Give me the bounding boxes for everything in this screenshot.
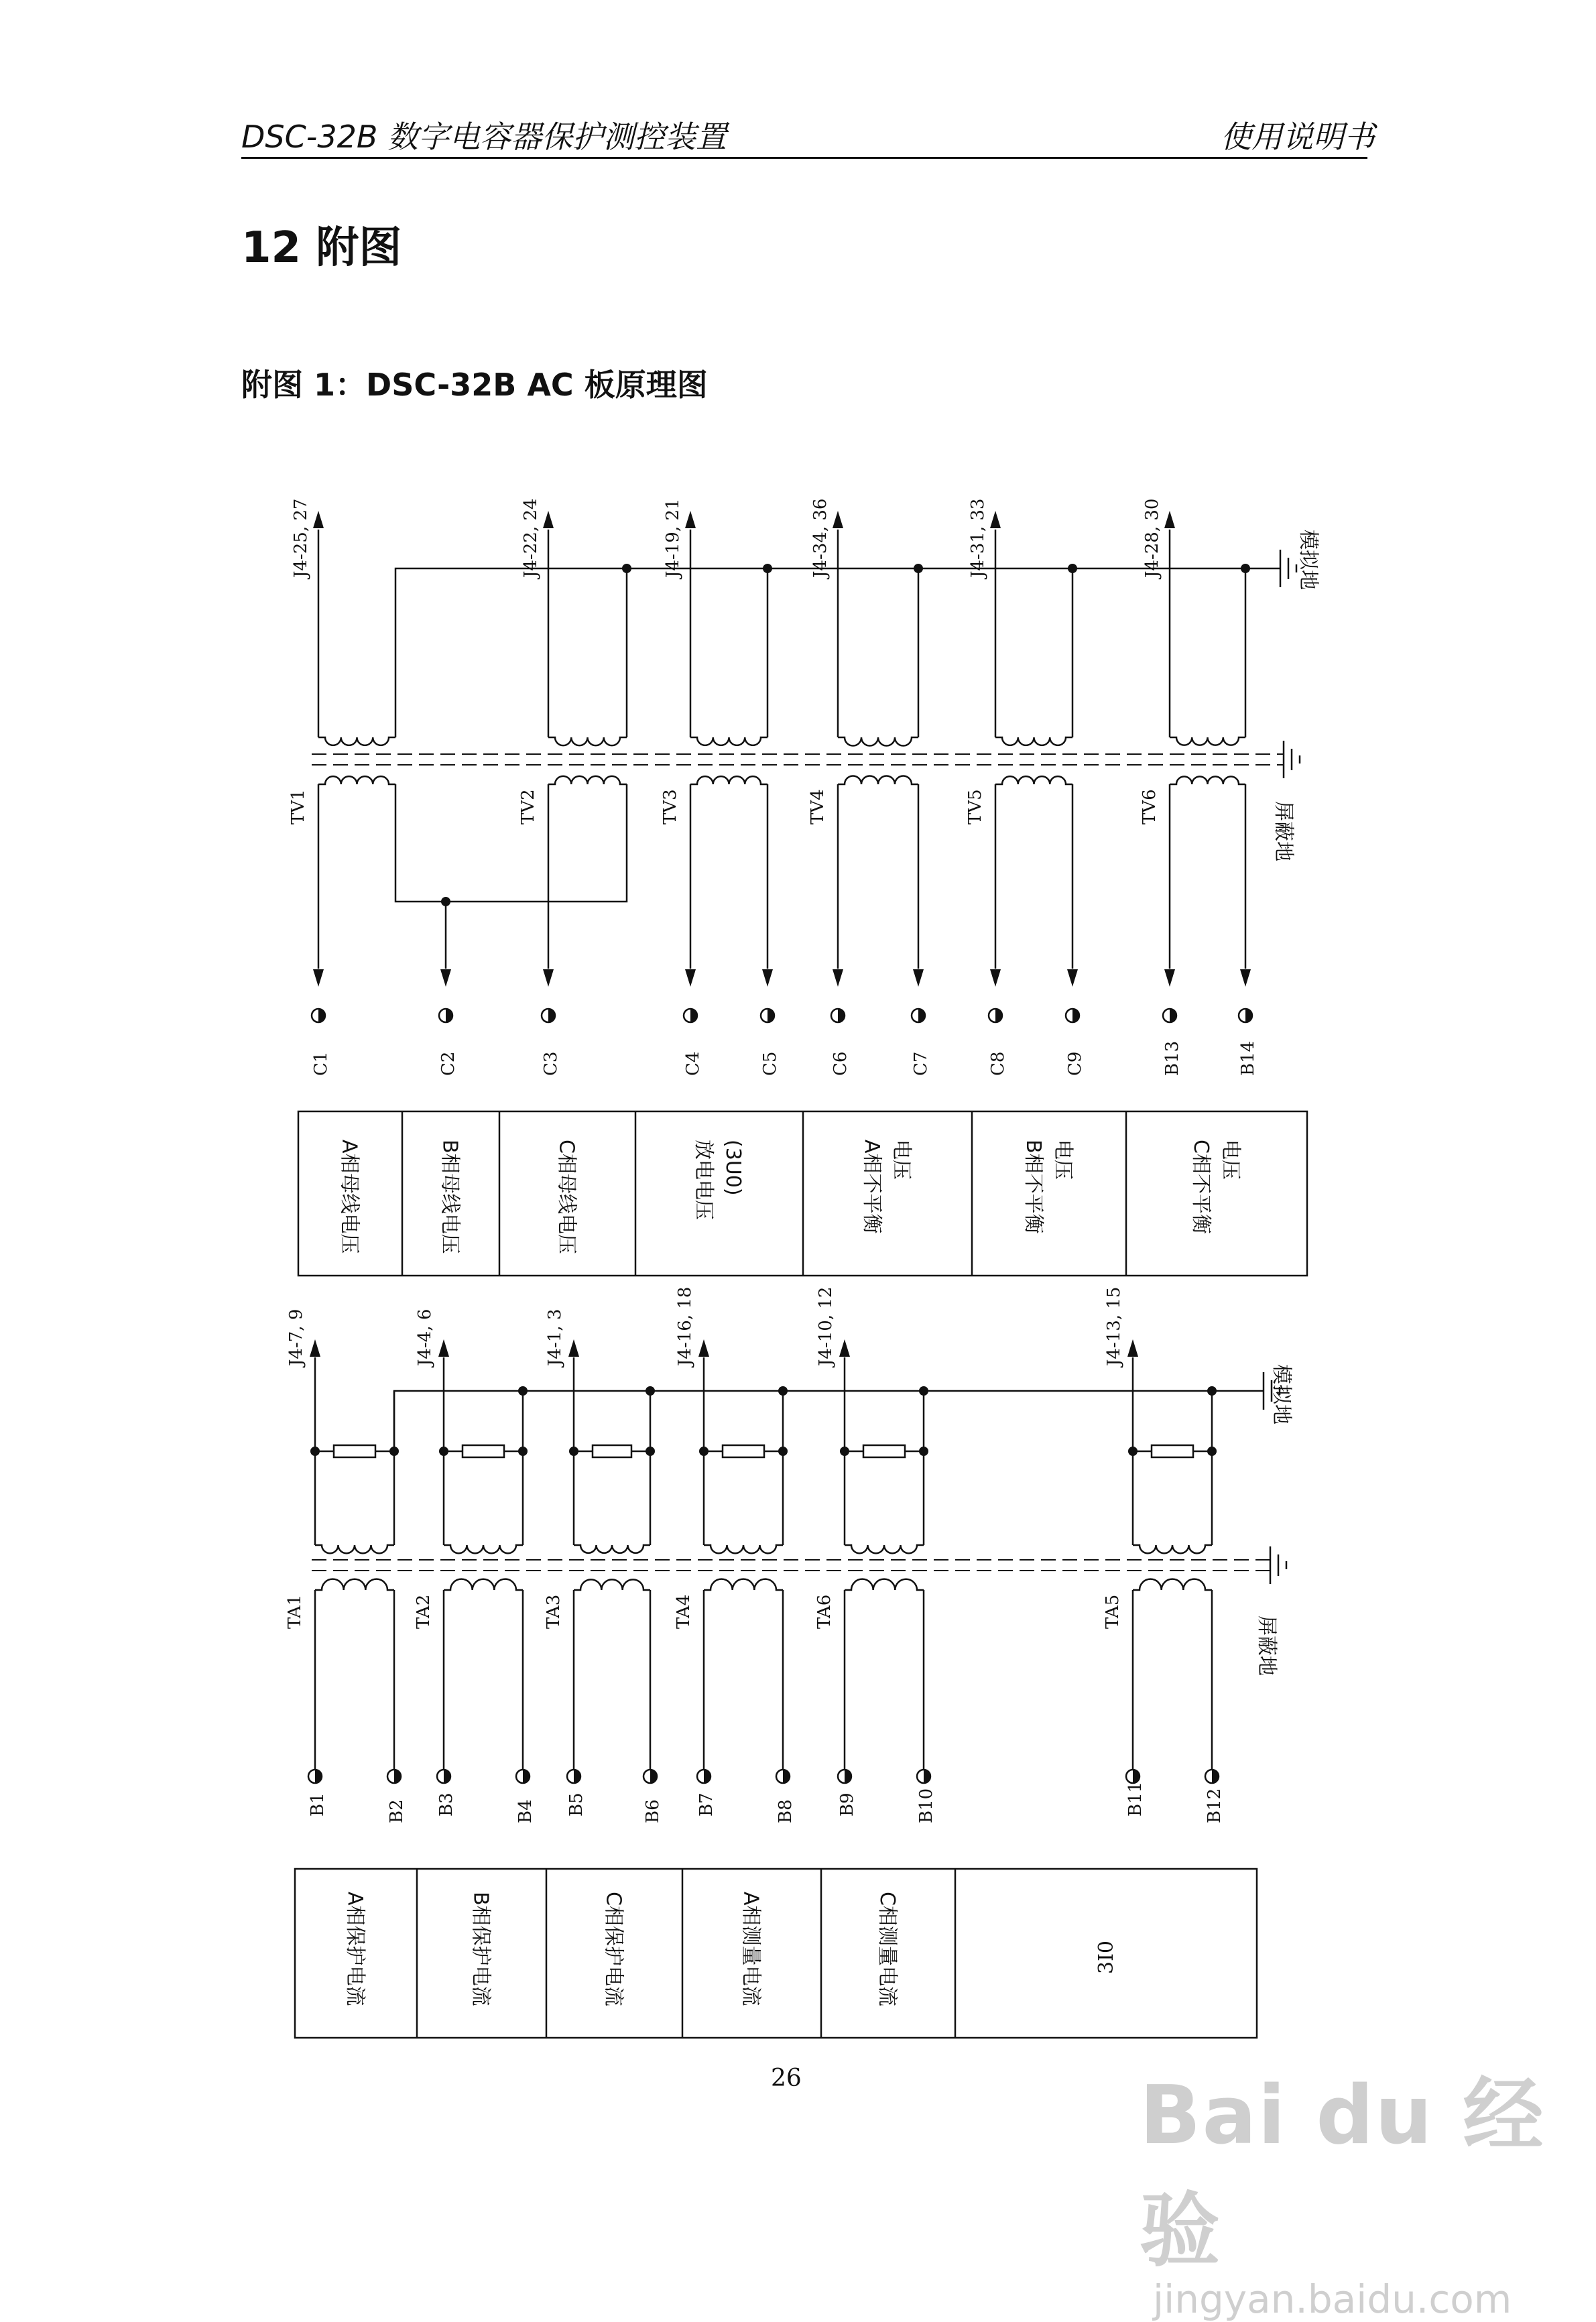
tv-secondary-coil-icon [838,737,918,746]
tv-output-label: J4-34, 36 [810,498,831,578]
terminal-label: C8 [988,1051,1008,1076]
tv-primary-coil-icon [318,776,395,784]
bus-junction-dot [763,564,772,573]
burden-resistor-icon [334,1445,375,1457]
resistor-junction-dot [518,1447,528,1456]
current-table-cell: A相保护电流 [343,1892,367,2006]
section-title: 12 附图 [241,223,402,273]
terminal-label: B3 [436,1792,456,1817]
voltage-table-cell: 电压 [889,1140,913,1180]
tv-output-arrow-icon [833,511,843,528]
tv-input-arrow-icon [685,969,696,987]
ta-output-arrow-icon [310,1339,320,1357]
resistor-junction-dot [1207,1447,1217,1456]
tv-name-label: TV6 [1140,789,1160,824]
ta-secondary-coil-icon [574,1545,650,1553]
ta-primary-coil-icon [574,1579,650,1590]
ta-secondary-coil-icon [704,1545,783,1553]
terminal-label: C3 [541,1051,561,1076]
ta-primary-coil-icon [704,1579,783,1590]
header-manual: 使用说明书 [1221,119,1375,155]
terminal-label: B6 [643,1799,663,1823]
tv-name-label: TV1 [288,789,308,824]
page-number: 26 [771,2065,802,2092]
watermark-brand: Bai du 经验 [1140,2069,1545,2278]
ta-output-label: J4-16, 18 [675,1286,695,1366]
burden-resistor-icon [863,1445,905,1457]
resistor-junction-dot [1128,1447,1138,1456]
tv-name-label: TV3 [660,789,680,824]
tv-output-label: J4-31, 33 [968,498,988,578]
ta-secondary-coil-icon [444,1545,523,1553]
tv-input-arrow-icon [833,969,843,987]
tv-name-label: TV2 [518,789,538,824]
terminal-label: B5 [566,1792,587,1817]
voltage-table-cell: (3U0) [721,1140,745,1196]
ta-name-label: TA5 [1103,1594,1123,1629]
ta-output-label: J4-1, 3 [545,1308,565,1366]
resistor-junction-dot [310,1447,320,1456]
shield-ground-label-bottom: 屏蔽地 [1255,1615,1278,1676]
figure-caption: 附图 1：DSC-32B AC 板原理图 [241,367,708,403]
tv-output-arrow-icon [1164,511,1175,528]
voltage-table-cell: 电压 [1219,1140,1242,1180]
ta-output-label: J4-7, 9 [286,1308,306,1366]
bus-junction-dot [1068,564,1077,573]
ta-primary-coil-icon [444,1579,523,1590]
terminal-label: B8 [776,1799,796,1823]
voltage-table-cell: 放电电压 [692,1140,715,1220]
terminal-label: B7 [696,1792,717,1817]
ta-secondary-coil-icon [315,1545,394,1553]
voltage-table-cell: B相母线电压 [438,1140,462,1254]
ta-name-label: TA1 [285,1594,305,1629]
ta-primary-coil-icon [315,1579,394,1590]
analog-ground-label-bottom: 模拟地 [1270,1364,1293,1424]
resistor-junction-dot [439,1447,448,1456]
terminal-label: C4 [683,1051,703,1076]
ta-secondary-coil-icon [1133,1545,1212,1553]
terminal-label: C1 [311,1051,331,1076]
resistor-junction-dot [646,1447,655,1456]
tv-primary-coil-icon [690,776,768,784]
burden-resistor-icon [1152,1445,1193,1457]
terminal-label: B14 [1238,1040,1258,1076]
shield-ground-label-top: 屏蔽地 [1272,801,1295,861]
resistor-junction-dot [840,1447,849,1456]
neutral-wire [395,784,627,902]
tv-input-arrow-icon [313,969,324,987]
bus-junction-dot [646,1386,655,1396]
ta-output-arrow-icon [438,1339,449,1357]
tv-name-label: TV5 [965,789,985,824]
terminal-label: B4 [515,1799,536,1823]
resistor-junction-dot [778,1447,788,1456]
burden-resistor-icon [723,1445,764,1457]
resistor-junction-dot [569,1447,578,1456]
bus-junction-dot [622,564,631,573]
terminal-label: B2 [387,1799,407,1823]
ta-name-label: TA4 [674,1594,694,1629]
tv-output-arrow-icon [990,511,1001,528]
watermark-url: jingyan.baidu.com [1153,2276,1512,2322]
ta-output-label: J4-13, 15 [1104,1286,1124,1366]
bus-junction-dot [778,1386,788,1396]
terminal-label: B1 [308,1792,328,1817]
resistor-junction-dot [919,1447,928,1456]
current-table-cell: C相测量电流 [875,1892,899,2006]
tv-output-label: J4-28, 30 [1142,498,1162,578]
tv-output-label: J4-19, 21 [663,498,683,578]
tv-output-arrow-icon [543,511,554,528]
analog-ground-label-top: 模拟地 [1296,530,1320,590]
tv-output-label: J4-22, 24 [521,498,541,578]
tv-secondary-coil-icon [548,737,627,745]
current-table-cell: B相保护电流 [469,1892,493,2006]
tv-output-label: J4-25, 27 [291,498,311,578]
ta-output-arrow-icon [698,1339,709,1357]
bus-junction-dot [1207,1386,1217,1396]
terminal-label: B10 [916,1788,936,1823]
current-table-cell: A相测量电流 [739,1892,763,2006]
ta-output-arrow-icon [839,1339,850,1357]
tv-primary-coil-icon [548,776,627,784]
tv-input-arrow-icon [990,969,1001,987]
terminal-label: C6 [831,1051,851,1076]
voltage-table-cell: B相不平衡 [1022,1140,1045,1234]
tv-input-arrow-icon [762,969,773,987]
ta-secondary-coil-icon [845,1545,924,1553]
burden-resistor-icon [463,1445,504,1457]
tv-primary-coil-icon [838,776,918,785]
voltage-table-cell: A相母线电压 [337,1140,361,1254]
tv-input-arrow-icon [913,969,924,987]
tv-input-arrow-icon [1067,969,1078,987]
terminal-label: B12 [1205,1788,1225,1823]
ta-name-label: TA6 [814,1594,835,1629]
voltage-table-cell: A相不平衡 [860,1140,883,1234]
terminal-label: C2 [438,1051,458,1076]
ta-name-label: TA2 [414,1594,434,1629]
terminal-label: B13 [1162,1040,1182,1076]
tv-input-arrow-icon [440,969,451,987]
resistor-junction-dot [699,1447,709,1456]
terminal-label: B9 [837,1792,857,1817]
ta-output-arrow-icon [568,1339,579,1357]
tv-primary-coil-icon [1170,776,1245,784]
terminal-label: C7 [911,1051,931,1076]
tv-secondary-coil-icon [995,737,1072,745]
tv-input-arrow-icon [543,969,554,987]
tv-secondary-coil-icon [318,737,395,745]
bus-junction-dot [914,564,923,573]
ta-output-label: J4-4, 6 [415,1308,435,1366]
bus-junction-dot [1241,564,1250,573]
terminal-label: B11 [1125,1781,1146,1817]
tv-input-arrow-icon [1164,969,1175,987]
ta-primary-coil-icon [845,1579,924,1590]
current-table-cell: 3I0 [1095,1940,1118,1974]
ta-output-arrow-icon [1127,1339,1138,1357]
tv-secondary-coil-icon [690,737,768,745]
tv-primary-coil-icon [995,776,1072,784]
tv-output-arrow-icon [313,511,324,528]
terminal-label: C5 [760,1051,780,1076]
voltage-table-cell: C相不平衡 [1189,1140,1213,1234]
burden-resistor-icon [593,1445,631,1457]
current-table-cell: C相保护电流 [601,1892,625,2006]
voltage-table-cell: C相母线电压 [554,1140,578,1254]
tv-name-label: TV4 [808,789,828,824]
resistor-junction-dot [389,1447,399,1456]
bus-junction-dot [919,1386,928,1396]
tv-secondary-coil-icon [1170,737,1245,745]
bus-junction-dot [518,1386,528,1396]
terminal-label: C9 [1065,1051,1085,1076]
ta-primary-coil-icon [1133,1579,1212,1590]
ta-output-label: J4-10, 12 [816,1286,836,1366]
voltage-table-cell: 电压 [1051,1140,1075,1180]
header-title: DSC-32B 数字电容器保护测控装置 [241,119,727,155]
watermark-logo [1140,2051,1596,2322]
tv-output-arrow-icon [685,511,696,528]
tv-input-arrow-icon [1240,969,1251,987]
ta-name-label: TA3 [544,1594,564,1629]
